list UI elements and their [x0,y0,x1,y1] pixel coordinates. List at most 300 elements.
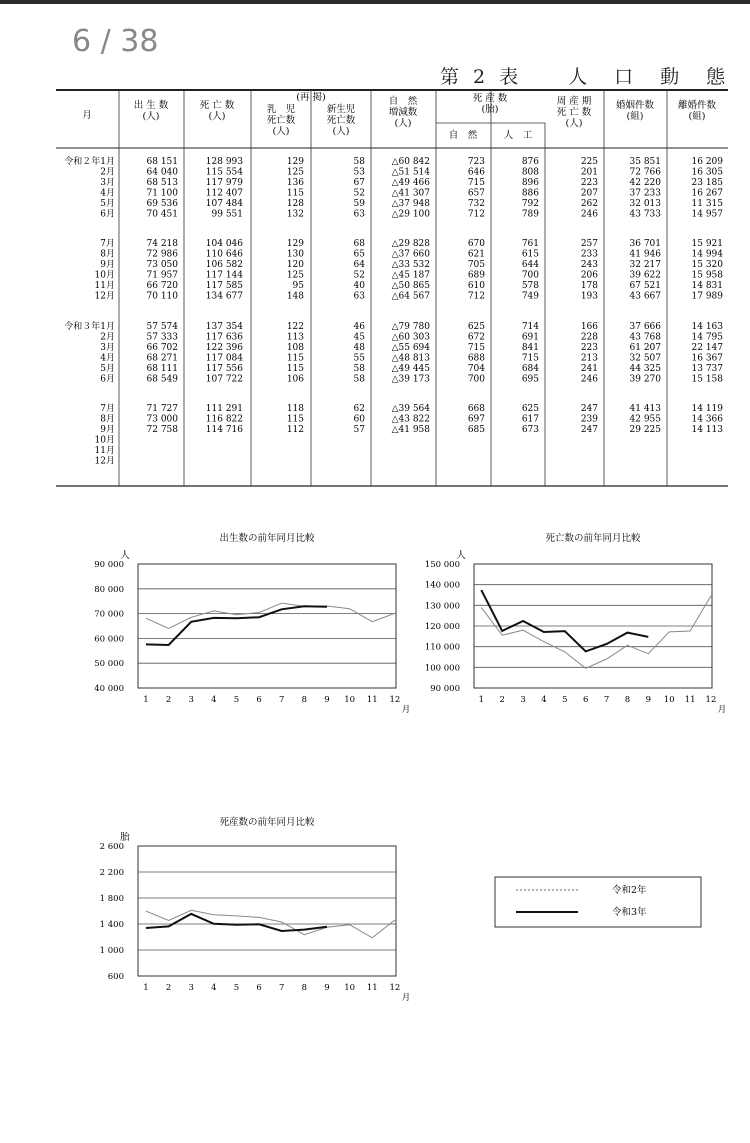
table-cell: 73 000 [146,414,178,425]
chart-ytick-label: 2 200 [99,868,124,878]
table-cell-month: 10月 [94,435,115,446]
vital-statistics-table [56,88,728,492]
table-cell: 107 484 [205,199,243,209]
deaths-chart [418,528,727,722]
table-cell: 700 [521,270,539,281]
table-cell: 684 [521,364,539,374]
table-cell: △60 842 [391,157,430,167]
table-row [100,342,723,353]
table-cell: 129 [286,157,304,167]
table-cell-month: 2月 [100,332,115,343]
chart-xtick-label: 2 [165,695,172,705]
table-cell-month: 4月 [100,353,115,364]
table-cell: 29 225 [629,425,661,435]
table-cell: 95 [292,281,304,291]
table-cell: 32 507 [629,353,661,364]
header-month: 月 [82,110,92,121]
chart-xtick-label: 2 [499,695,505,705]
header-marriages: 婚姻件数 [615,100,655,111]
table-cell: 14 163 [691,322,723,332]
table-cell: 723 [467,157,485,167]
table-cell: 64 [353,260,365,270]
chart-series-line-reiwa2 [481,596,711,669]
chart-xtick-label: 12 [705,695,717,705]
legend-label: 令和3年 [612,907,647,918]
header-deaths: (人) [208,111,226,122]
table-cell: 14 366 [691,414,723,425]
table-cell: 55 [353,353,365,364]
table-row [95,445,115,456]
table-cell: 106 582 [205,260,243,270]
table-cell: 610 [467,281,485,291]
table-row [100,198,723,209]
table-cell: 69 536 [146,199,178,209]
table-cell: 64 040 [146,167,178,178]
header-natural-change: 自 然 [388,96,418,107]
table-cell: 16 267 [691,188,723,199]
table-cell: 14 119 [691,404,723,414]
table-cell: 615 [521,249,539,260]
header-perinatal-deaths: (人) [565,118,583,129]
chart-ytick-label: 50 000 [94,659,124,670]
table-cell: 122 [286,322,304,332]
table-cell: △45 187 [391,270,430,281]
table-cell: 876 [521,157,539,167]
top-status-bar [0,0,750,4]
chart-ytick-label: 120 000 [424,622,460,632]
table-cell: 128 993 [205,157,243,167]
table-cell-month: 11月 [94,281,115,291]
table-cell: 715 [467,178,485,188]
table-cell: 625 [521,404,539,414]
table-row [100,167,723,178]
table-cell: 201 [580,167,598,178]
table-cell: △60 303 [391,332,430,343]
table-cell: 53 [353,167,365,178]
legend-frame [495,877,701,927]
header-stillbirths: 死 産 数 [472,93,508,104]
chart-unit: 胎 [120,832,130,843]
chart-xtick-label: 9 [324,695,330,705]
table-cell: 16 367 [691,353,723,364]
table-cell: 712 [467,291,485,302]
chart-unit: 人 [456,550,466,561]
header-infant-deaths: 乳 児 [266,104,296,115]
chart-xtick-label: 9 [324,983,330,993]
chart-xtick-label: 12 [389,983,401,993]
chart-ytick-label: 600 [107,972,124,982]
table-cell: 239 [580,414,598,425]
table-cell: 108 [286,343,304,353]
table-cell: 60 [353,414,365,425]
chart-ytick-label: 1 800 [99,894,124,904]
table-cell: △33 532 [391,260,430,270]
chart-unit: 人 [120,550,130,561]
chart-series-line-reiwa3 [481,590,648,651]
table-cell: 72 986 [146,249,178,260]
table-cell: 111 291 [205,404,243,414]
table-cell: 74 218 [146,239,178,249]
table-cell: 15 158 [691,374,723,385]
table-cell: 16 305 [691,167,723,178]
table-cell: △49 466 [391,178,430,188]
table-cell: 688 [467,353,485,364]
chart-frame [138,564,396,688]
table-cell: 32 217 [629,260,661,270]
chart-xtick-label: 7 [278,695,285,705]
table-cell: 715 [521,353,539,364]
table-cell: 52 [353,270,365,281]
chart-xlabel: 月 [401,993,411,1003]
table-cell: 685 [467,425,485,435]
table-cell: △39 564 [391,404,430,414]
page-indicator: 6 / 38 [72,24,159,59]
chart-xtick-label: 3 [188,695,194,705]
table-cell: 116 822 [205,414,243,425]
table-cell: 792 [521,199,539,209]
chart-xlabel: 月 [717,705,727,715]
table-cell: 808 [521,167,539,178]
table-cell: △43 822 [391,414,430,425]
chart-ytick-label: 60 000 [94,634,124,645]
table-cell: 225 [580,157,598,167]
table-cell: 106 [286,374,304,385]
table-row [100,259,723,270]
table-cell: 58 [353,157,365,167]
table-cell-month: 2月 [100,167,115,178]
table-cell: △29 828 [391,239,430,249]
table-cell: 241 [580,364,598,374]
chart-xtick-label: 7 [278,983,285,993]
table-cell: 130 [286,249,304,260]
table-cell: 41 946 [629,249,661,260]
header-births: 出 生 数 [133,100,169,111]
chart-title: 死産数の前年同月比較 [219,817,315,828]
table-cell: 40 [353,281,365,291]
table-row [95,456,115,467]
table-cell-month: 3月 [100,178,115,188]
table-cell: 712 [467,209,485,220]
births-chart [86,528,411,722]
table-row [100,249,723,260]
table-row [100,188,723,199]
table-cell: 73 050 [146,260,178,270]
table-cell: 132 [286,209,304,220]
chart-title: 出生数の前年同月比較 [219,533,315,544]
table-cell: 71 957 [146,270,178,281]
header-perinatal-deaths: 周 産 期 [556,96,592,107]
header-deaths: 死 亡 数 [199,100,235,111]
header-saiki: (再 掲) [296,92,326,103]
table-row [95,291,724,302]
stillbirth-chart [86,812,411,1016]
table-cell: 104 046 [205,239,243,249]
table-cell: △79 780 [391,322,430,332]
chart-title: 死亡数の前年同月比較 [545,533,641,544]
table-row [64,155,723,167]
chart-ytick-label: 150 000 [424,560,460,570]
table-cell-month: 4月 [100,188,115,199]
table-row [100,332,723,343]
chart-ytick-label: 80 000 [94,584,124,595]
table-row [100,353,723,364]
table-cell: 749 [521,291,539,302]
table-cell: 68 549 [146,374,178,385]
table-cell: 206 [580,270,598,281]
table-cell: 66 720 [146,281,178,291]
table-row [100,209,723,220]
table-cell: 668 [467,404,485,414]
table-cell-month: 6月 [100,374,115,385]
header-stillbirths: (胎) [481,104,499,115]
chart-xtick-label: 11 [684,695,696,705]
table-cell: 14 795 [691,332,723,343]
table-cell: △64 567 [391,291,430,302]
table-cell: 110 646 [205,249,243,260]
table-cell-month: 3月 [100,343,115,353]
table-cell: 129 [286,239,304,249]
table-cell: 68 [353,239,365,249]
chart-ytick-label: 100 000 [424,663,460,674]
table-cell: 48 [353,343,365,353]
chart-ytick-label: 1 400 [99,920,124,930]
table-cell: 70 451 [146,209,178,220]
table-cell: △29 100 [391,209,430,220]
table-cell: 700 [467,374,485,385]
table-cell: 117 084 [205,353,243,364]
table-cell: △37 660 [391,249,430,260]
table-cell: 125 [286,167,304,178]
chart-xtick-label: 3 [520,695,526,705]
chart-frame [138,846,396,976]
table-cell: 36 701 [629,239,661,249]
table-cell: 67 [353,178,365,188]
table-cell: 14 113 [691,425,723,435]
table-cell: 23 185 [691,178,723,188]
table-cell-month: 5月 [100,364,115,374]
table-cell: 715 [467,343,485,353]
chart-xtick-label: 6 [582,695,589,705]
table-cell: 122 396 [205,343,243,353]
chart-xtick-label: 1 [143,695,149,705]
table-cell: 246 [580,209,598,220]
table-cell: △55 694 [391,343,430,353]
chart-ytick-label: 2 600 [99,842,124,852]
table-cell: 137 354 [205,322,243,332]
chart-xtick-label: 3 [188,983,194,993]
table-cell: 257 [580,239,598,249]
table-cell: 128 [286,199,304,209]
table-cell: 117 979 [205,178,243,188]
table-cell: 42 220 [629,178,661,188]
chart-legend [494,876,704,934]
table-cell: 45 [353,332,365,343]
table-row [100,177,723,188]
table-cell: 39 270 [629,374,661,385]
table-cell: 115 554 [205,167,243,178]
table-cell: 120 [286,260,304,270]
table-cell: 695 [521,374,539,385]
table-cell: 37 233 [629,188,661,199]
table-cell: 114 716 [205,425,243,435]
table-cell-month: 7月 [100,404,115,414]
table-cell: 15 921 [691,239,723,249]
chart-xtick-label: 8 [301,983,308,993]
table-cell: 166 [580,322,598,332]
table-cell: 247 [580,425,598,435]
table-cell: △37 948 [391,199,430,209]
table-cell: 58 [353,374,365,385]
header-births: (人) [142,111,160,122]
table-cell: 15 958 [691,270,723,281]
chart-xtick-label: 1 [478,695,485,705]
table-cell: 42 955 [629,414,661,425]
table-cell: 714 [521,322,539,332]
table-cell: 11 315 [691,199,723,209]
table-row [100,374,723,385]
chart-ytick-label: 70 000 [94,609,124,620]
table-cell: 66 702 [146,343,178,353]
header-perinatal-deaths: 死 亡 数 [556,107,592,118]
table-cell: 689 [467,270,485,281]
table-cell: 732 [467,199,485,209]
table-cell: 213 [580,353,598,364]
chart-xtick-label: 9 [645,695,652,705]
chart-xtick-label: 6 [256,983,262,993]
table-cell: 761 [521,239,539,249]
chart-series-line-reiwa3 [146,914,327,931]
table-row [95,280,723,291]
table-row [95,435,115,446]
table-cell: 673 [521,425,539,435]
table-cell: 59 [353,199,365,209]
table-cell-month: 8月 [100,414,115,425]
table-cell: 223 [580,343,598,353]
header-infant-deaths: 死亡数 [266,115,296,126]
table-cell: △51 514 [391,167,430,178]
table-cell: △39 173 [391,374,430,385]
table-row [100,403,723,414]
table-cell: 16 209 [691,157,723,167]
table-cell: 39 622 [629,270,661,281]
table-cell: △48 813 [391,353,430,364]
chart-ytick-label: 140 000 [424,580,460,591]
table-cell: 68 513 [146,178,178,188]
table-row [100,414,723,425]
table-cell: 99 551 [211,209,243,220]
table-cell: 207 [580,188,598,199]
table-cell: 115 [286,414,304,425]
table-row [100,363,723,374]
table-cell-month: 12月 [94,291,115,302]
table-cell: 178 [580,281,598,291]
table-cell-month: 10月 [94,270,115,281]
table-cell: 13 737 [691,364,723,374]
table-cell: 117 636 [205,332,243,343]
chart-xtick-label: 11 [366,695,378,705]
header-natural-change: (人) [394,118,412,129]
chart-xtick-label: 10 [344,695,356,705]
table-cell: 71 727 [146,404,178,414]
table-cell-month: 8月 [100,249,115,260]
table-cell: 262 [580,199,598,209]
table-cell: 705 [467,260,485,270]
table-cell: 789 [521,209,539,220]
table-cell: 115 [286,188,304,199]
table-cell: 672 [467,332,485,343]
table-cell: 71 100 [146,188,178,199]
table-cell: △41 958 [391,425,430,435]
chart-xtick-label: 4 [541,695,547,705]
table-cell: 578 [521,281,539,291]
table-cell: 644 [521,260,539,270]
table-cell: 14 831 [691,281,723,291]
header-divorces: 離婚件数 [677,100,717,111]
table-cell: 35 851 [629,157,661,167]
chart-xtick-label: 2 [165,983,172,993]
chart-ytick-label: 90 000 [94,560,124,570]
table-cell: 72 758 [146,425,178,435]
table-cell: 148 [286,291,304,302]
table-cell-month: 11月 [94,446,115,456]
table-cell: 68 271 [146,353,178,364]
table-cell: △41 307 [391,188,430,199]
table-cell: 58 [353,364,365,374]
table-cell-month: 6月 [100,209,115,220]
chart-xtick-label: 5 [233,695,240,705]
table-cell: 704 [467,364,485,374]
table-cell: 223 [580,178,598,188]
chart-xtick-label: 4 [211,695,217,705]
chart-xtick-label: 8 [301,695,308,705]
table-cell: 57 574 [146,322,178,332]
table-cell: 118 [286,404,304,414]
table-cell: 228 [580,332,598,343]
table-cell-month: 7月 [100,239,115,249]
chart-ytick-label: 90 000 [430,684,460,694]
header-neonatal-deaths: 新生児 [326,104,356,115]
table-cell: 115 [286,364,304,374]
table-cell-month: 令和３年1月 [64,322,115,332]
table-cell: 72 766 [629,167,661,178]
chart-xlabel: 月 [401,705,411,715]
table-cell: △49 445 [391,364,430,374]
header-divorces: (組) [688,111,706,122]
legend-label: 令和2年 [612,885,647,896]
chart-xtick-label: 6 [256,695,262,705]
table-cell: 112 [286,425,304,435]
header-marriages: (組) [626,111,644,122]
header-neonatal-deaths: 死亡数 [326,115,356,126]
table-cell: 67 521 [629,281,661,291]
chart-xtick-label: 5 [233,983,240,993]
table-cell-month: 12月 [94,456,115,467]
table-cell: 62 [353,404,365,414]
table-cell: 41 413 [629,404,661,414]
table-cell: 52 [353,188,365,199]
table-cell: 37 666 [629,322,661,332]
table-row [64,320,723,332]
table-cell: 691 [521,332,539,343]
table-cell-month: 9月 [100,425,115,435]
table-row [100,424,723,435]
table-cell: 246 [580,374,598,385]
header-stillbirth-artificial: 人 工 [503,130,533,141]
table-cell: 117 585 [205,281,243,291]
table-cell: 14 994 [691,249,723,260]
table-cell: 61 207 [629,343,661,353]
table-cell-month: 令和２年1月 [64,157,115,167]
